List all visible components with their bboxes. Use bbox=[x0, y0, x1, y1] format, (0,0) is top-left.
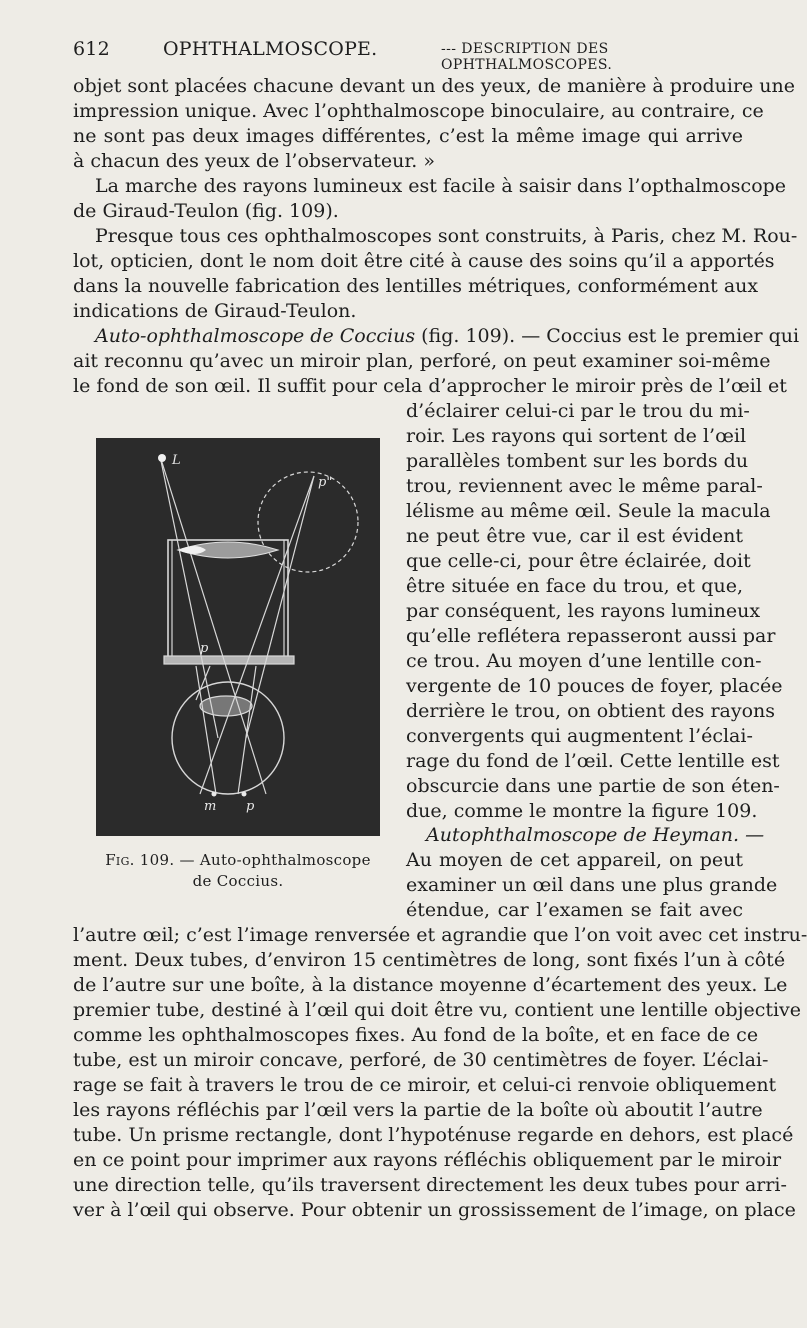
text-line: le fond de son œil. Il suffit pour cela d’approcher le miroir près de l’œil et bbox=[73, 375, 787, 397]
text-line: étendue, car l’examen se fait avec bbox=[406, 899, 743, 921]
text-line: rage se fait à travers le trou de ce miroir, et celui-ci renvoie obliquement bbox=[73, 1074, 777, 1096]
page-number: 612 bbox=[73, 38, 110, 60]
text-line: ment. Deux tubes, d’environ 15 centimètres de long, sont fixés l’un à côté bbox=[73, 949, 786, 971]
text-line: examiner un œil dans une plus grande bbox=[406, 874, 778, 896]
text-line: les rayons réfléchis par l’œil vers la partie de la boîte où aboutit l’autre bbox=[73, 1099, 763, 1121]
text-line: La marche des rayons lumineux est facile à saisir dans l’opthalmoscope bbox=[95, 175, 787, 197]
label-p-double: p" bbox=[318, 475, 333, 490]
text-line: dans la nouvelle fabrication des lentilles métriques, conformément aux bbox=[73, 275, 759, 297]
text-line: convergents qui augmentent l’éclai- bbox=[406, 725, 753, 747]
text-line: tube, est un miroir concave, perforé, de 30 centimètres de foyer. L’éclai- bbox=[73, 1049, 769, 1071]
text-line: que celle-ci, pour être éclairée, doit bbox=[406, 550, 751, 572]
text-line: en ce point pour imprimer aux rayons réfléchis obliquement par le miroir bbox=[73, 1149, 782, 1171]
text-line: objet sont placées chacune devant un des yeux, de manière à produire une bbox=[73, 75, 796, 97]
light-source-icon bbox=[158, 454, 166, 462]
text-line: ce trou. Au moyen d’une lentille con- bbox=[406, 650, 762, 672]
text-line: lélisme au même œil. Seule la macula bbox=[406, 500, 771, 522]
text-line: une direction telle, qu’ils traversent directement les deux tubes pour arri- bbox=[73, 1174, 787, 1196]
text-line: premier tube, destiné à l’œil qui doit être vu, contient une lentille objective bbox=[73, 999, 802, 1021]
text-line: lot, opticien, dont le nom doit être cité à cause des soins qu’il a apportés bbox=[73, 250, 775, 272]
text-line: tube. Un prisme rectangle, dont l’hypoténuse regarde en dehors, est placé bbox=[73, 1124, 794, 1146]
label-L: L bbox=[172, 453, 181, 468]
label-p-bottom: p bbox=[246, 799, 255, 814]
figure-caption-line2: de Coccius. bbox=[192, 872, 284, 890]
text-line: être située en face du trou, et que, bbox=[406, 575, 743, 597]
eye-lens bbox=[200, 696, 252, 716]
dashed-circle bbox=[258, 472, 358, 572]
mirror-bar bbox=[164, 656, 294, 664]
text-line: ne peut être vue, car il est évident bbox=[406, 525, 743, 547]
text-line: comme les ophthalmoscopes fixes. Au fond de la boîte, et en face de ce bbox=[73, 1024, 759, 1046]
caption-text: — Auto-ophthalmoscope bbox=[179, 851, 371, 869]
text-line bbox=[95, 323, 800, 349]
text-line: impression unique. Avec l’ophthalmoscope binoculaire, au contraire, ce bbox=[73, 100, 764, 122]
text-line: d’éclairer celui-ci par le trou du mi- bbox=[406, 400, 750, 422]
label-m: m bbox=[204, 799, 217, 814]
text-line: trou, reviennent avec le même paral- bbox=[406, 475, 763, 497]
text-line: par conséquent, les rayons lumineux bbox=[406, 600, 761, 622]
section-heading-coccius: Auto-ophthalmoscope de Coccius bbox=[95, 325, 416, 347]
text-line: vergente de 10 pouces de foyer, placée bbox=[406, 675, 783, 697]
text-line: roir. Les rayons qui sortent de l’œil bbox=[406, 425, 747, 447]
text-line: ait reconnu qu’avec un miroir plan, perforé, on peut examiner soi-même bbox=[73, 350, 771, 372]
text-line: rage du fond de l’œil. Cette lentille est bbox=[406, 750, 780, 772]
text-line: derrière le trou, on obtient des rayons bbox=[406, 700, 776, 722]
text-line: due, comme le montre la figure 109. bbox=[406, 800, 758, 822]
text-line: ver à l’œil qui observe. Pour obtenir un grossissement de l’image, on place bbox=[73, 1199, 796, 1221]
figure-label: Fig. 109. bbox=[105, 851, 175, 869]
text-line: de Giraud-Teulon (fig. 109). bbox=[73, 200, 339, 222]
label-p: p bbox=[200, 641, 209, 656]
section-heading-heyman: Autophthalmoscope de Heyman. — bbox=[426, 824, 765, 846]
text-line: ne sont pas deux images différentes, c’est la même image qui arrive bbox=[73, 125, 743, 147]
figure-caption bbox=[96, 850, 380, 870]
text-line: l’autre œil; c’est l’image renversée et agrandie que l’on voit avec cet instru- bbox=[73, 924, 807, 946]
running-section: --- DESCRIPTION DES OPHTHALMOSCOPES. bbox=[441, 41, 613, 73]
running-head bbox=[73, 38, 743, 73]
text-run: (fig. 109). — Coccius est le premier qui bbox=[421, 325, 800, 347]
text-line: Au moyen de cet appareil, on peut bbox=[406, 849, 743, 871]
text-line: à chacun des yeux de l’observateur. » bbox=[73, 150, 436, 172]
running-title: OPHTHALMOSCOPE. bbox=[163, 38, 378, 60]
text-line: de l’autre sur une boîte, à la distance moyenne d’écartement des yeux. Le bbox=[73, 974, 788, 996]
text-line: indications de Giraud-Teulon. bbox=[73, 300, 357, 322]
text-line: qu’elle reflétera repasseront aussi par bbox=[406, 625, 776, 647]
text-line: obscurcie dans une partie de son éten- bbox=[406, 775, 780, 797]
text-line: Presque tous ces ophthalmoscopes sont construits, à Paris, chez M. Rou- bbox=[95, 225, 798, 247]
figure-109 bbox=[96, 438, 380, 836]
text-line: parallèles tombent sur les bords du bbox=[406, 450, 749, 472]
ophthalmoscope-diagram bbox=[96, 438, 380, 836]
